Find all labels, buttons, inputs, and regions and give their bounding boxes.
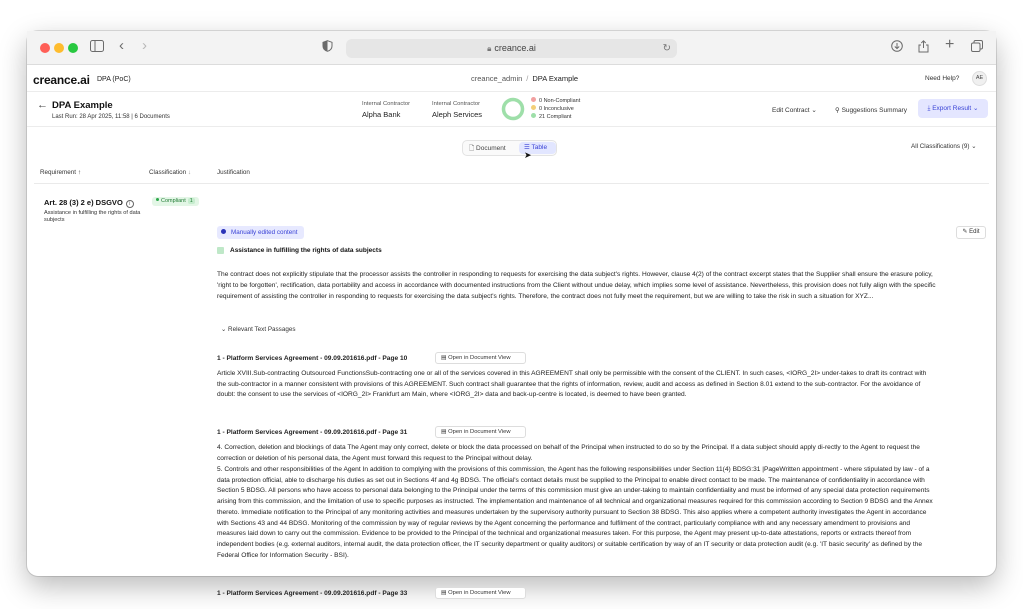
inconclusive-dot [531,105,536,110]
lock-icon: 🔒︎ [487,44,492,53]
chevron-down-icon: ⌄ [221,326,227,333]
table-icon: ☰ [524,144,530,151]
tab-table[interactable]: ☰ Table [519,142,556,154]
page-title: DPA Example [52,100,113,111]
document-icon: ▤ [441,590,447,596]
relevant-passages-toggle[interactable]: ⌄ Relevant Text Passages [221,326,296,333]
chevron-down-icon: ⌄ [973,105,979,112]
status-count: 1 [189,198,193,204]
status-dot [156,198,159,201]
legend-inconclusive: 0 Inconclusive [531,105,574,112]
breadcrumb: creance_admin / DPA Example [471,74,579,83]
browser-toolbar [27,31,996,65]
download-icon: ⤓ [927,105,931,112]
legend-non-compliant: 0 Non-Compliant [531,97,580,104]
table-header [34,160,989,184]
tab-document[interactable]: 🗋 Document [469,145,506,152]
open-in-document-view-button[interactable]: ▤ Open in Document View [435,426,526,438]
requirement-description: Assistance in fulfilling the rights of data subjects [44,210,141,224]
source-passage: 4. Correction, deletion and blockings of data The Agent may only correct, delete or block the data processed on behalf of the Principal when instructed to do so by the Principal. If a data subject should apply di-rectly to the Agent to request the correction or deletion of his personal data, the Agent must forward this request to the Principal without delay. [217,444,920,462]
help-link[interactable]: Need Help? [925,75,960,82]
open-in-document-view-button[interactable]: ▤ Open in Document View [435,587,526,599]
close-window-button[interactable] [40,43,50,53]
address-bar[interactable] [346,39,677,58]
pencil-icon: ✎ [962,229,968,235]
maximize-window-button[interactable] [68,43,78,53]
justification-text: The contract does not explicitly stipulate that the processor assists the controller in responding to requests for exercising the data subject's rights. However, clause 4(2) of the contract excerpt states that the Supplier shall ensure the erasure policy, 'right to be forgotten', rectification, data portability and access in accordance with documented instructions from the Client without undue delay, which implies some level of assistance. Nevertheless, this provision does not fully align with the specific requirement of assisting the controller in responding to requests for exercising the data subject's rights. Therefore, the contract does not fully meet the requirement, but we are willing to take the risk in such a situation for XYZ... [217,271,936,300]
contractor-label: Internal Contractor [362,101,411,107]
edit-contract-dropdown[interactable]: Edit Contract ⌄ [772,107,817,114]
contractor-value: Alpha Bank [362,110,401,119]
source-passage: 5. Controls and other responsibilities of the Agent In addition to complying with the provisions of this commission, the Agent has the following responsibilities under Section 11(4) BDSG:31 |PageWritten appointment - where stipulated by law - of a data protection official, able to discharge his duties as set out in Sections 4f and 4g BDSG. The official's contact details must be supplied to the Principal to enable direct contact to be made. The maintenance of confidentiality in accordance with Section 5 BDSG. All persons who have access to personal data belonging to the Principal under the terms of this commission must give an under-taking to maintain confidentiality and must be informed of any special data protection requirements arising from this commission, and the limitation of use to specific purposes as instructed. The implementation and maintenance of all technical and organizational measures required for this commission according to Section 9 BDSG and the Annex thereto. Immediate notification to the Principal of any monitoring activities and measures undertaken by the supervisory authority pursuant to Section 38 BDSG. This also applies where a competent authority investigates the Agent in accordance with Sections 43 and 44 BDSG. Monitoring of the commission by way of regular reviews by the Agent concerning the performance and fulfilment of the contract, particularly compliance with and any necessary amendment to provisions and measures laid down to carry out the commission. Evidence to be provided to the Principal of the technical and organizational measures taken. For this purpose, the Agent may present up-to-date attestations, reports or extracts thereof from independent bodies (e.g. external auditors, internal audit, the data protection officer, the IT security department or quality auditors) or suitable certification by way of an IT security or data protection audit (e.g. 'IT basic security' as defined by the Federal Office for Information Security - BSI). [217,466,933,559]
document-header [27,93,996,127]
sort-up-icon[interactable]: ↑ [77,169,81,176]
document-icon: ▤ [441,429,447,435]
view-toggle [462,140,557,156]
shield-icon[interactable] [322,40,333,52]
lightbulb-icon: ⚲ [835,107,840,114]
app-logo[interactable]: creance.ai [33,73,90,87]
requirement-title: Art. 28 (3) 2 e) DSGVO i [44,198,134,208]
legend-compliant: 21 Compliant [531,113,571,120]
new-tab-icon[interactable]: + [945,36,955,53]
avatar[interactable]: AE [972,71,987,86]
breadcrumb-current: DPA Example [532,74,579,83]
status-badge: Compliant 1 [152,197,199,206]
share-icon[interactable] [918,40,929,53]
minimize-window-button[interactable] [54,43,64,53]
breadcrumb-user[interactable]: creance_admin [471,74,523,83]
chevron-down-icon: ⌄ [811,107,817,114]
contractor-value: Aleph Services [432,110,483,119]
document-icon: ▤ [441,355,447,361]
browser-window [27,31,996,597]
compliant-ring [504,100,523,119]
non-compliant-dot [531,97,536,102]
source-title: 1 - Platform Services Agreement - 09.09.201616.pdf - Page 10 [217,355,408,362]
info-icon[interactable]: i [126,200,134,208]
back-arrow-icon[interactable]: ← [37,99,48,111]
manually-edited-tag: Manually edited content [217,226,304,239]
url-text: creance.ai [494,43,536,53]
open-in-document-view-button[interactable]: ▤ Open in Document View [435,352,526,364]
last-run-info: Last Run: 28 Apr 2025, 11:58 | 6 Documents [52,114,170,120]
column-justification: Justification [217,169,250,176]
contractor-label: Internal Contractor [432,101,481,107]
source-title: 1 - Platform Services Agreement - 09.09.201616.pdf - Page 31 [217,429,408,436]
document-icon: 🗋 [469,145,475,152]
sort-down-icon[interactable]: ↓ [187,169,192,176]
app-header [27,66,996,92]
suggestions-summary-button[interactable]: ⚲ Suggestions Summary [835,107,907,114]
column-classification[interactable]: Classification ↓ [149,169,192,176]
tabs-overview-icon[interactable] [971,40,983,52]
edited-dot [221,229,226,234]
export-result-button[interactable]: ⤓ Export Result ⌄ [918,99,988,118]
classification-filter[interactable]: All Classifications (9) ⌄ [911,143,977,150]
chevron-down-icon: ⌄ [971,143,977,150]
table-row [34,186,989,597]
column-requirement[interactable]: Requirement ↑ [40,169,81,176]
compliant-dot [531,113,536,118]
edit-button[interactable]: ✎ Edit [956,226,986,239]
back-nav-icon[interactable]: ‹ [119,37,124,54]
compliant-square-icon [217,247,224,254]
forward-nav-icon[interactable]: › [142,37,147,54]
download-icon[interactable] [891,40,903,52]
compliance-donut-chart [501,97,525,121]
mouse-cursor-icon: ➤ [524,150,532,160]
source-title: 1 - Platform Services Agreement - 09.09.201616.pdf - Page 33 [217,590,408,597]
source-passage: Article XVIII.Sub-contracting Outsourced FunctionsSub-contracting one or all of the services covered in this AGREEMENT shall only be permissible with the consent of the CLIENT. In such cases, <IORG_2I> under-takes to draft its contract with the sub-contractor in a manner consistent with provisions of this AGREEMENT. Such contract shall guarantee that the rights of information, review, audit and access as defined in Section 8.01 extend to the sub-contractor. For the avoidance of doubt: the consent to use the services of <IORG_2I> Frankfurt am Main, where <IORG_2I> data and back-up-centre is located, is deemed to have been granted. [217,370,927,399]
justification-title: Assistance in fulfilling the rights of data subjects [230,247,382,254]
sidebar-toggle-icon[interactable] [90,40,104,52]
project-name: DPA (PoC) [97,76,131,83]
reload-icon[interactable]: ↻ [662,43,671,54]
